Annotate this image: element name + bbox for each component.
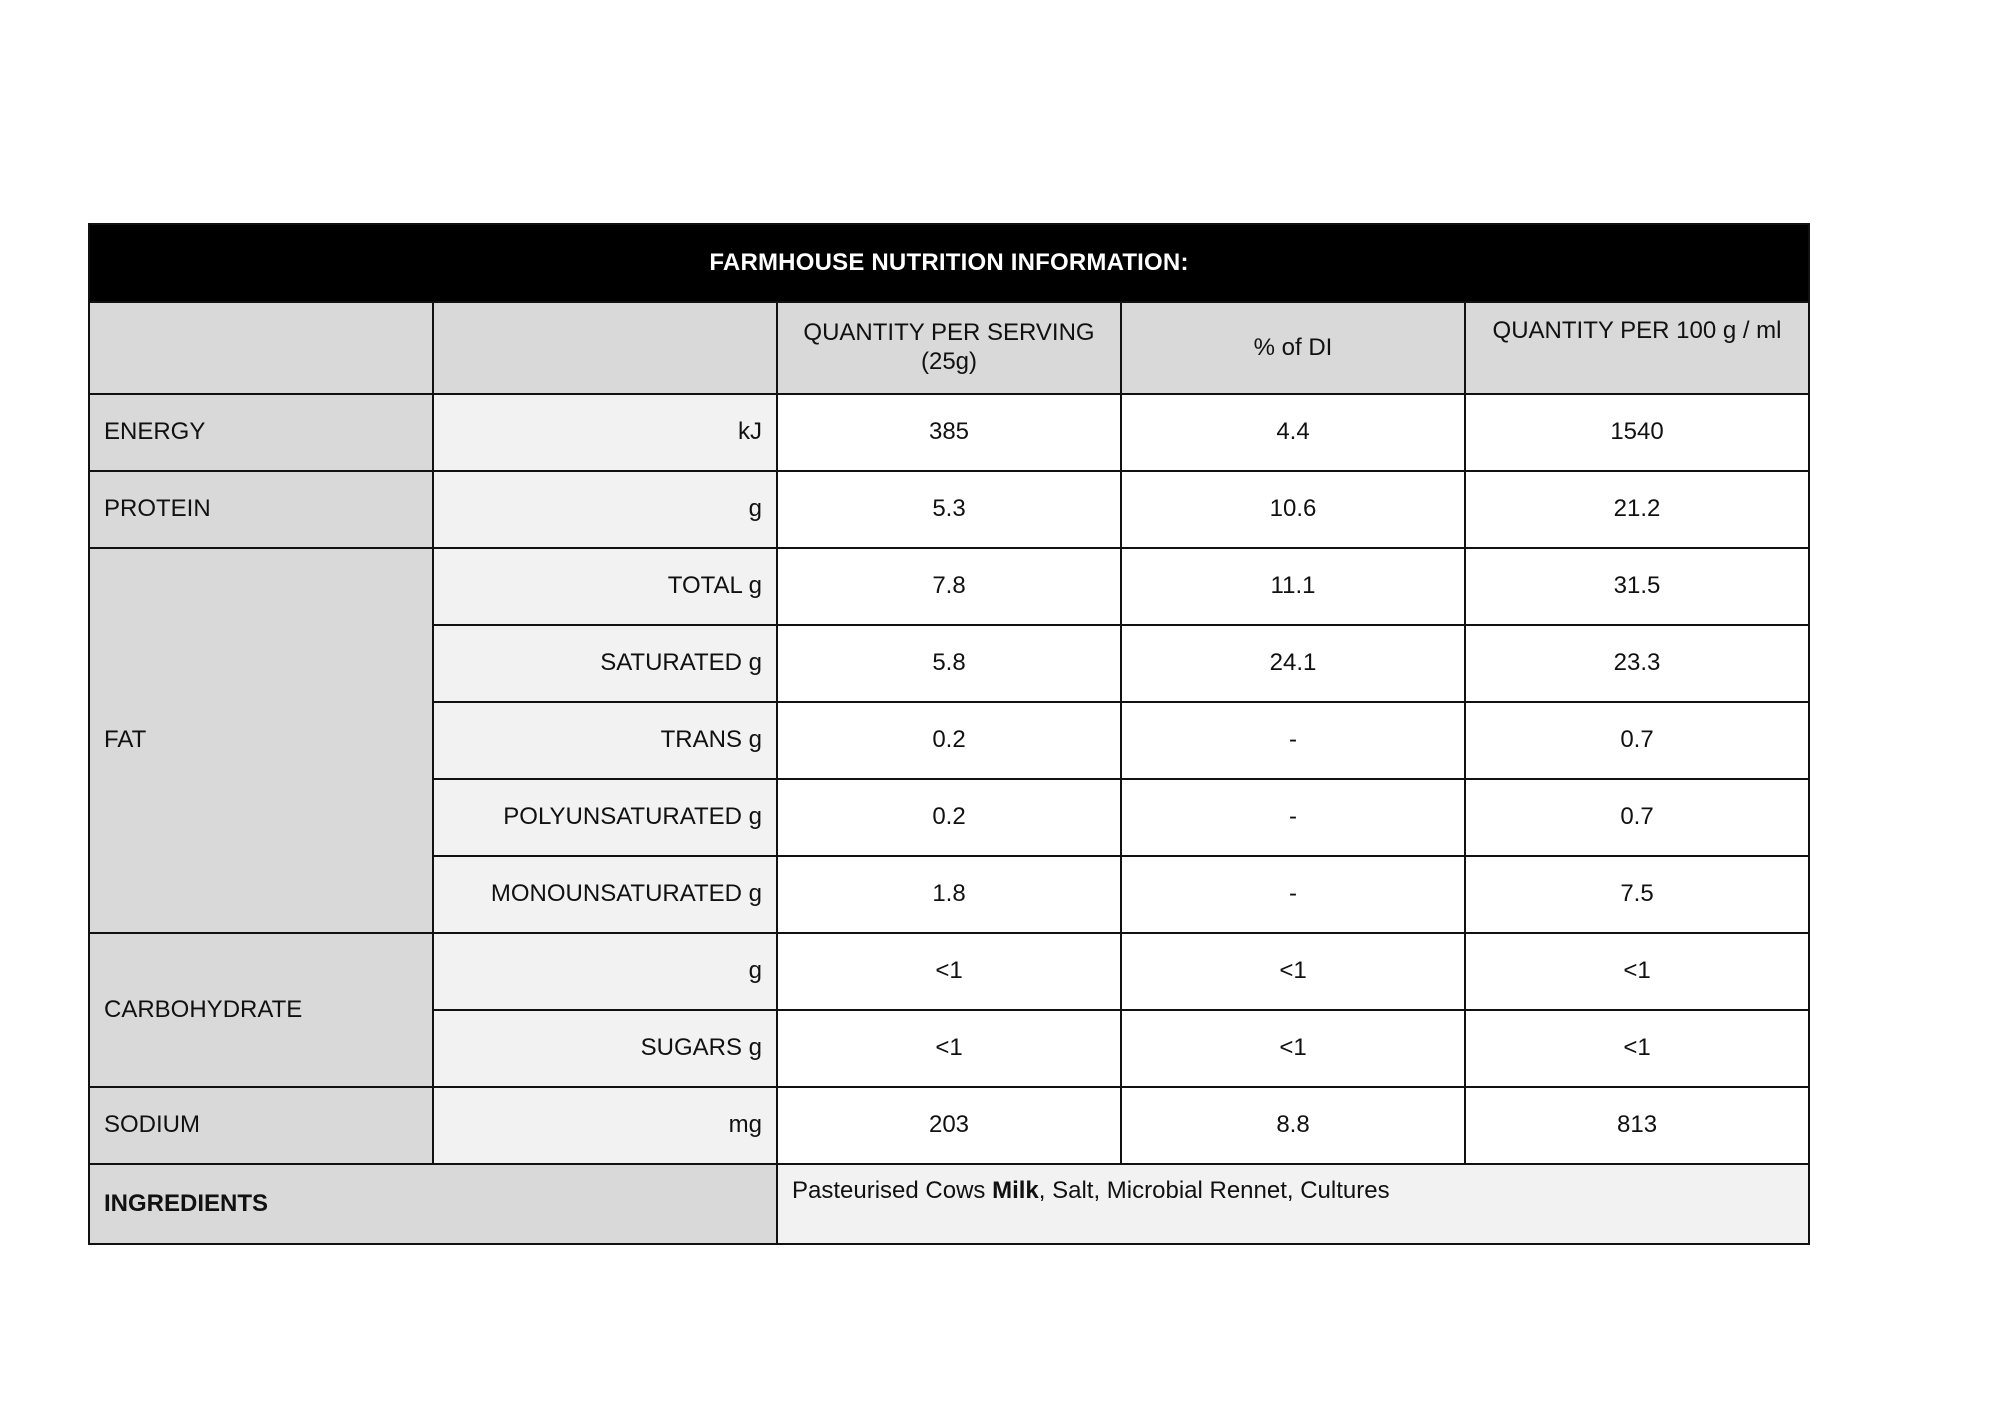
- header-empty-nutrient: [89, 302, 433, 394]
- table-title: FARMHOUSE NUTRITION INFORMATION:: [89, 224, 1809, 302]
- di-value: 4.4: [1121, 394, 1465, 471]
- serving-value: 5.8: [777, 625, 1121, 702]
- per100-value: 7.5: [1465, 856, 1809, 933]
- per100-value: 813: [1465, 1087, 1809, 1164]
- header-per-serving: [777, 302, 1121, 394]
- unit-cell: SUGARS g: [433, 1010, 777, 1087]
- table-row: [89, 394, 1809, 471]
- unit-cell: mg: [433, 1087, 777, 1164]
- unit-cell: TRANS g: [433, 702, 777, 779]
- serving-value: <1: [777, 1010, 1121, 1087]
- header-empty-unit: [433, 302, 777, 394]
- unit-cell: SATURATED g: [433, 625, 777, 702]
- per100-value: 0.7: [1465, 702, 1809, 779]
- di-value: -: [1121, 779, 1465, 856]
- per100-value: 1540: [1465, 394, 1809, 471]
- unit-cell: kJ: [433, 394, 777, 471]
- header-di: % of DI: [1121, 302, 1465, 394]
- di-value: 8.8: [1121, 1087, 1465, 1164]
- di-value: -: [1121, 702, 1465, 779]
- nutrient-protein: PROTEIN: [89, 471, 433, 548]
- di-value: <1: [1121, 1010, 1465, 1087]
- unit-cell: g: [433, 471, 777, 548]
- header-per-serving-line2: (25g): [920, 348, 978, 375]
- serving-value: 7.8: [777, 548, 1121, 625]
- serving-value: 203: [777, 1087, 1121, 1164]
- di-value: <1: [1121, 933, 1465, 1010]
- per100-value: <1: [1465, 1010, 1809, 1087]
- header-per-serving-line1: QUANTITY PER SERVING: [803, 319, 1095, 347]
- nutrient-energy: ENERGY: [89, 394, 433, 471]
- per100-value: 31.5: [1465, 548, 1809, 625]
- serving-value: 385: [777, 394, 1121, 471]
- nutrition-table: [88, 223, 1810, 1245]
- di-value: 11.1: [1121, 548, 1465, 625]
- serving-value: 1.8: [777, 856, 1121, 933]
- unit-cell: MONOUNSATURATED g: [433, 856, 777, 933]
- serving-value: <1: [777, 933, 1121, 1010]
- header-row: [89, 302, 1809, 394]
- ingredients-value: [777, 1164, 1809, 1244]
- serving-value: 0.2: [777, 779, 1121, 856]
- di-value: -: [1121, 856, 1465, 933]
- table-row: [89, 471, 1809, 548]
- unit-cell: TOTAL g: [433, 548, 777, 625]
- per100-value: 23.3: [1465, 625, 1809, 702]
- nutrient-carbohydrate: CARBOHYDRATE: [89, 933, 433, 1087]
- table-row: [89, 1087, 1809, 1164]
- per100-value: 21.2: [1465, 471, 1809, 548]
- table-row: [89, 933, 1809, 1010]
- di-value: 10.6: [1121, 471, 1465, 548]
- serving-value: 5.3: [777, 471, 1121, 548]
- ingredients-allergen: Milk: [992, 1177, 1039, 1204]
- title-row: [89, 224, 1809, 302]
- di-value: 24.1: [1121, 625, 1465, 702]
- nutrient-fat: FAT: [89, 548, 433, 933]
- ingredients-row: [89, 1164, 1809, 1244]
- ingredients-text-before: Pasteurised Cows: [792, 1177, 993, 1204]
- unit-cell: g: [433, 933, 777, 1010]
- serving-value: 0.2: [777, 702, 1121, 779]
- nutrient-sodium: SODIUM: [89, 1087, 433, 1164]
- per100-value: 0.7: [1465, 779, 1809, 856]
- header-per-100: QUANTITY PER 100 g / ml: [1465, 302, 1809, 394]
- ingredients-text-after: , Salt, Microbial Rennet, Cultures: [1038, 1177, 1390, 1204]
- ingredients-label: INGREDIENTS: [89, 1164, 777, 1244]
- per100-value: <1: [1465, 933, 1809, 1010]
- unit-cell: POLYUNSATURATED g: [433, 779, 777, 856]
- table-row: [89, 548, 1809, 625]
